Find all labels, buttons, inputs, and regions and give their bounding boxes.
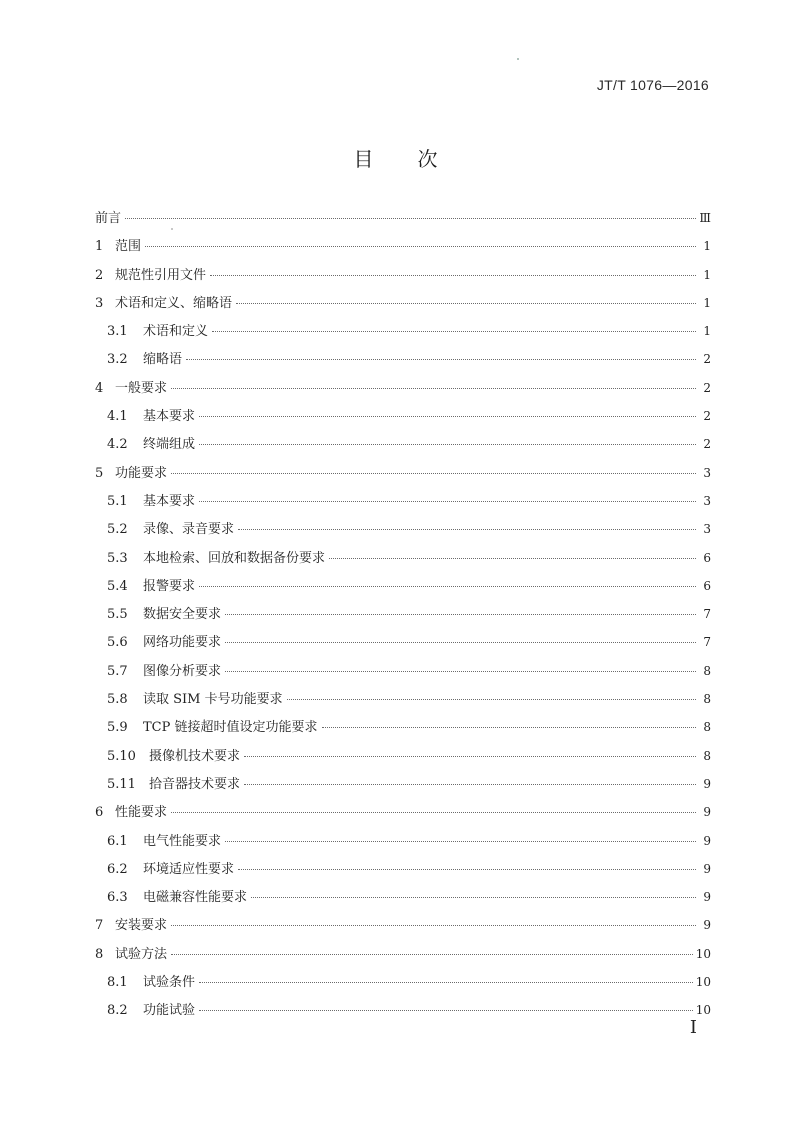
toc-entry-title: 前言	[95, 211, 122, 226]
toc-entry-number: 5.11	[107, 776, 136, 792]
toc-entry-title: 读取 SIM 卡号功能要求	[143, 692, 283, 708]
toc-leader-dots	[238, 529, 696, 530]
toc-entry-page: 9	[703, 861, 711, 876]
toc-entry-page: 2	[703, 352, 711, 367]
toc-entry-number: 8	[95, 946, 104, 962]
toc-entry[interactable]	[95, 261, 711, 289]
toc-entry-number: 3.1	[107, 324, 128, 340]
toc-entry-number: 3	[95, 295, 104, 311]
toc-entry-title: 电磁兼容性能要求	[143, 890, 248, 906]
toc-leader-dots	[199, 982, 693, 983]
toc-entry-title: 缩略语	[143, 352, 183, 368]
toc-leader-dots	[329, 558, 696, 559]
toc-entry-page: 7	[703, 607, 711, 622]
toc-entry-number: 7	[95, 918, 104, 934]
toc-entry-title: 本地检索、回放和数据备份要求	[143, 550, 326, 566]
toc-entry[interactable]	[95, 940, 711, 968]
toc-entry-number: 1	[95, 239, 104, 255]
toc-entry-title: 功能试验	[143, 1003, 196, 1019]
toc-entry[interactable]	[95, 515, 711, 543]
scan-speck	[517, 58, 519, 60]
toc-heading-char-1: 目	[353, 147, 376, 171]
toc-entry-page: 8	[703, 692, 711, 707]
toc-entry[interactable]	[95, 798, 711, 826]
toc-entry-number: 6.2	[107, 861, 128, 877]
toc-entry-number: 6.3	[107, 890, 128, 906]
toc-entry-number: 5.6	[107, 635, 128, 651]
toc-leader-dots	[225, 642, 696, 643]
toc-entry[interactable]	[95, 742, 711, 770]
toc-entry-title: 环境适应性要求	[143, 861, 235, 877]
toc-entry-title: 录像、录音要求	[143, 522, 235, 538]
toc-entry-title: 范围	[115, 239, 142, 255]
toc-entry[interactable]	[95, 657, 711, 685]
toc-entry-number: 5.8	[107, 692, 128, 708]
toc-entry-title: 功能要求	[115, 465, 168, 481]
toc-entry[interactable]	[95, 685, 711, 713]
toc-entry-page: 8	[703, 748, 711, 763]
standard-code: JT/T 1076—2016	[596, 77, 709, 93]
toc-entry-page: 9	[703, 918, 711, 933]
toc-entry-page: 3	[703, 465, 711, 480]
toc-entry[interactable]	[95, 770, 711, 798]
toc-leader-dots	[199, 444, 696, 445]
toc-leader-dots	[199, 416, 696, 417]
toc-leader-dots	[225, 671, 696, 672]
toc-entry-title: 安装要求	[115, 918, 168, 934]
toc-leader-dots	[199, 501, 696, 502]
toc-entry-number: 6.1	[107, 833, 128, 849]
toc-entry-page: 10	[695, 975, 711, 990]
toc-leader-dots	[171, 954, 693, 955]
toc-entry-number: 4.1	[107, 409, 128, 425]
toc-leader-dots	[212, 331, 696, 332]
toc-entry[interactable]	[95, 317, 711, 345]
toc-entry-number: 5.10	[107, 748, 136, 764]
toc-entry-number: 6	[95, 805, 104, 821]
toc-leader-dots	[244, 784, 696, 785]
toc-leader-dots	[244, 756, 696, 757]
toc-leader-dots	[125, 218, 696, 219]
toc-entry-page: 9	[703, 776, 711, 791]
toc-entry-title: 报警要求	[143, 578, 196, 594]
toc-entry-title: 术语和定义	[143, 324, 209, 340]
toc-entry-number: 5.1	[107, 493, 128, 509]
toc-entry-number: 5.7	[107, 663, 128, 679]
toc-entry-title: 图像分析要求	[143, 663, 222, 679]
toc-entry-title: 术语和定义、缩略语	[115, 295, 233, 311]
toc-entry[interactable]	[95, 713, 711, 741]
toc-entry-page: 8	[703, 720, 711, 735]
toc-leader-dots	[251, 897, 696, 898]
toc-entry-number: 4	[95, 380, 104, 396]
toc-entry-title: 试验方法	[115, 946, 168, 962]
toc-entry-page: 6	[703, 550, 711, 565]
toc-entry-title: TCP 链接超时值设定功能要求	[143, 720, 318, 736]
toc-entry[interactable]	[95, 827, 711, 855]
toc-leader-dots	[145, 246, 696, 247]
toc-entry[interactable]	[95, 600, 711, 628]
toc-heading	[0, 143, 793, 172]
toc-entry-page: 1	[703, 267, 711, 282]
toc-entry-page: 6	[703, 578, 711, 593]
toc-entry-title: 基本要求	[143, 409, 196, 425]
toc-entry-number: 5	[95, 465, 104, 481]
toc-entry-number: 3.2	[107, 352, 128, 368]
toc-entry-page: 10	[695, 1003, 711, 1018]
toc-entry-title: 一般要求	[115, 380, 168, 396]
toc-entry-title: 终端组成	[143, 437, 196, 453]
toc-entry-page: 9	[703, 890, 711, 905]
toc-entry[interactable]	[95, 345, 711, 373]
toc-entry[interactable]	[95, 402, 711, 430]
toc-entry-title: 摄像机技术要求	[149, 748, 241, 764]
toc-entry-title: 性能要求	[115, 805, 168, 821]
toc-entry-number: 8.2	[107, 1003, 128, 1019]
toc-leader-dots	[225, 614, 696, 615]
toc-leader-dots	[171, 925, 696, 926]
toc-entry[interactable]	[95, 911, 711, 939]
toc-leader-dots	[199, 586, 696, 587]
toc-entry[interactable]	[95, 628, 711, 656]
toc-entry[interactable]	[95, 374, 711, 402]
toc-entry[interactable]	[95, 544, 711, 572]
toc-entry-page: 10	[695, 946, 711, 961]
toc-entry[interactable]	[95, 430, 711, 458]
toc-entry-title: 网络功能要求	[143, 635, 222, 651]
toc-entry-number: 5.9	[107, 720, 128, 736]
scan-speck	[171, 228, 173, 230]
toc-entry-number: 5.2	[107, 522, 128, 538]
toc-entry[interactable]	[95, 996, 711, 1024]
table-of-contents	[95, 204, 711, 1025]
toc-entry[interactable]	[95, 487, 711, 515]
toc-entry[interactable]	[95, 204, 711, 232]
toc-leader-dots	[225, 841, 696, 842]
toc-entry-number: 2	[95, 267, 104, 283]
toc-entry-page: 2	[703, 437, 711, 452]
toc-leader-dots	[322, 727, 697, 728]
toc-entry-number: 5.5	[107, 607, 128, 623]
toc-entry-page: 1	[703, 239, 711, 254]
toc-entry[interactable]	[95, 572, 711, 600]
toc-entry-page: 1	[703, 324, 711, 339]
toc-entry-title: 电气性能要求	[143, 833, 222, 849]
toc-entry-page: 9	[703, 805, 711, 820]
toc-entry-page: 8	[703, 663, 711, 678]
page-number: I	[689, 1017, 697, 1038]
toc-leader-dots	[210, 275, 696, 276]
toc-entry[interactable]	[95, 289, 711, 317]
toc-entry[interactable]	[95, 232, 711, 260]
toc-leader-dots	[287, 699, 696, 700]
toc-entry-page: 3	[703, 522, 711, 537]
toc-entry-number: 5.4	[107, 578, 128, 594]
toc-heading-char-2: 次	[417, 147, 440, 171]
toc-entry-page: 1	[703, 295, 711, 310]
toc-leader-dots	[238, 869, 696, 870]
toc-entry-page: 2	[703, 380, 711, 395]
toc-entry-page: 3	[703, 493, 711, 508]
toc-entry-page: 2	[703, 409, 711, 424]
toc-entry-page: Ⅲ	[699, 211, 711, 225]
toc-entry-number: 4.2	[107, 437, 128, 453]
toc-entry-number: 8.1	[107, 975, 128, 991]
toc-entry[interactable]	[95, 855, 711, 883]
toc-leader-dots	[171, 473, 696, 474]
toc-leader-dots	[199, 1010, 693, 1011]
toc-entry-title: 试验条件	[143, 975, 196, 991]
toc-entry-title: 基本要求	[143, 493, 196, 509]
toc-entry[interactable]	[95, 459, 711, 487]
toc-entry-title: 规范性引用文件	[115, 267, 207, 283]
toc-entry-number: 5.3	[107, 550, 128, 566]
toc-entry-page: 9	[703, 833, 711, 848]
toc-entry[interactable]	[95, 883, 711, 911]
toc-leader-dots	[171, 388, 696, 389]
toc-entry[interactable]	[95, 968, 711, 996]
toc-leader-dots	[186, 359, 696, 360]
toc-entry-page: 7	[703, 635, 711, 650]
toc-leader-dots	[171, 812, 696, 813]
toc-entry-title: 拾音器技术要求	[149, 776, 241, 792]
toc-entry-title: 数据安全要求	[143, 607, 222, 623]
toc-leader-dots	[236, 303, 696, 304]
